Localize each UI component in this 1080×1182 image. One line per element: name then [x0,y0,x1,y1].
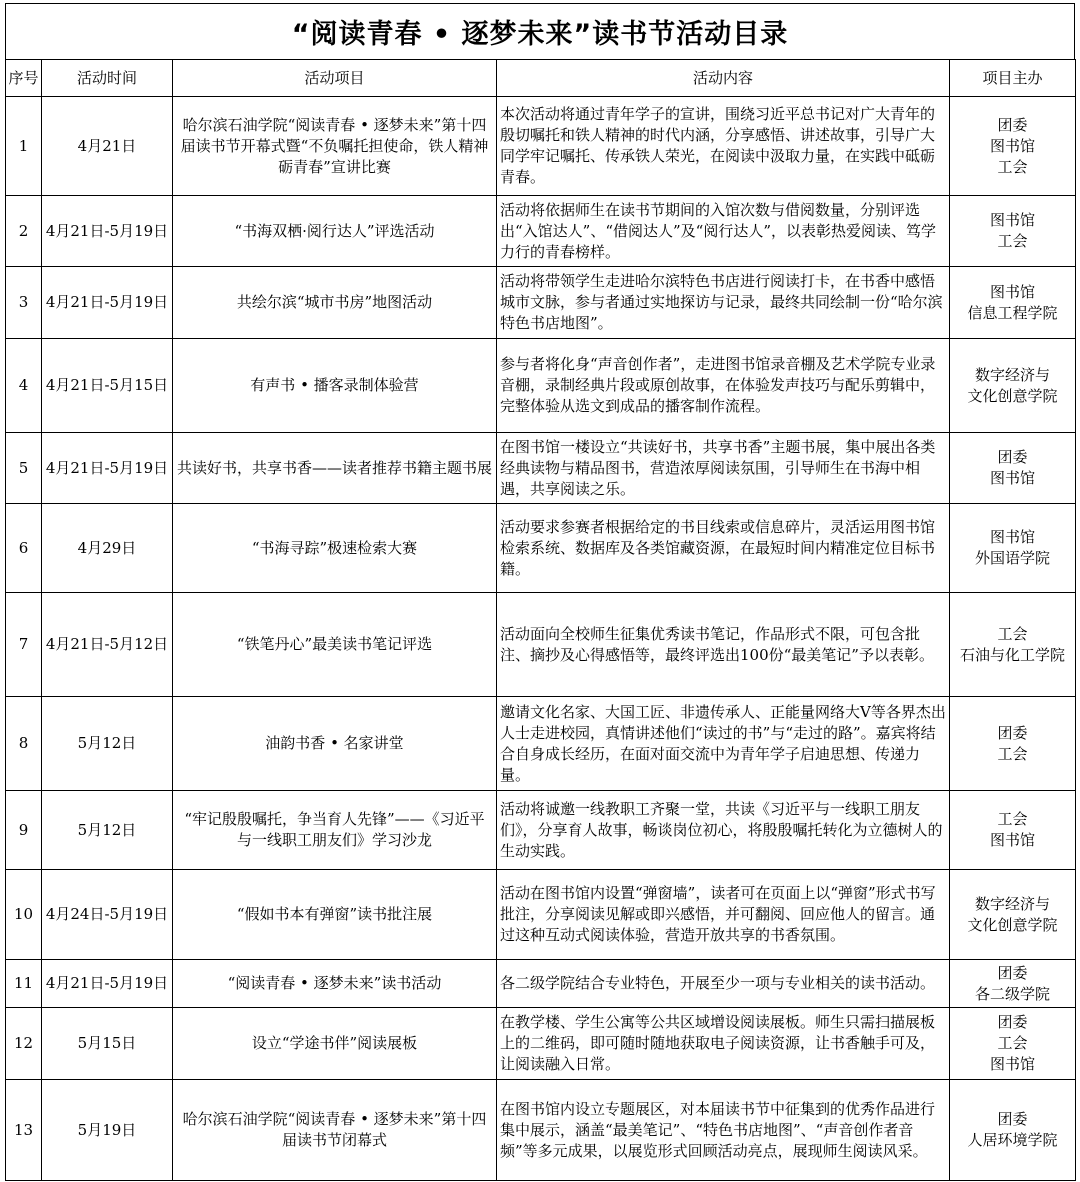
cell-time: 4月24日-5月19日 [42,870,173,960]
table-row [6,960,1076,1008]
cell-time: 4月21日-5月19日 [42,267,173,339]
host-line: 工会 [997,157,1028,176]
cell-project: 油韵书香 • 名家讲堂 [173,697,497,791]
cell-time: 4月21日-5月19日 [42,960,173,1008]
cell-project: “铁笔丹心”最美读书笔记评选 [173,593,497,697]
host-line: 工会 [997,810,1028,828]
table-row [6,870,1076,960]
cell-host [950,97,1076,196]
header-no: 序号 [6,60,42,97]
host-line: 图书馆 [989,211,1035,229]
cell-content: 活动将依据师生在读书节期间的入馆次数与借阅数量，分别评选出“入馆达人”、“借阅达人”及“阅行达人”，以表彰热爱阅读、笃学力行的青春榜样。 [497,196,950,267]
host-line: 石油与化工学院 [959,645,1065,664]
page-title: “阅读青春 • 逐梦未来”读书节活动目录 [5,3,1075,59]
host-line: 数字经济与 [974,894,1050,913]
cell-time: 4月29日 [42,504,173,593]
cell-host [950,1008,1076,1080]
cell-host [950,339,1076,433]
cell-time: 4月21日-5月19日 [42,196,173,267]
cell-host [950,504,1076,593]
host-line: 各二级学院 [974,984,1050,1003]
cell-no: 6 [6,504,42,593]
host-line: 数字经济与 [974,365,1050,384]
cell-no: 3 [6,267,42,339]
cell-time: 5月12日 [42,697,173,791]
table-row [6,697,1076,791]
host-line: 团委 [997,963,1028,982]
cell-host [950,791,1076,870]
cell-no: 13 [6,1080,42,1181]
table-row [6,97,1076,196]
host-line: 文化创意学院 [967,915,1058,934]
host-line: 图书馆 [989,282,1035,301]
cell-no: 2 [6,196,42,267]
cell-content: 本次活动将通过青年学子的宣讲，围绕习近平总书记对广大青年的殷切嘱托和铁人精神的时代内涵，分享感悟、讲述故事，引导广大同学牢记嘱托、传承铁人荣光，在阅读中汲取力量，在实践中砥砺青春。 [497,97,950,196]
cell-time: 5月15日 [42,1008,173,1080]
cell-content: 各二级学院结合专业特色，开展至少一项与专业相关的读书活动。 [497,960,950,1008]
table-row [6,1008,1076,1080]
cell-time: 4月21日-5月19日 [42,433,173,504]
cell-content: 参与者将化身“声音创作者”，走进图书馆录音棚及艺术学院专业录音棚，录制经典片段或原创故事，在体验发声技巧与配乐剪辑中，完整体验从选文到成品的播客制作流程。 [497,339,950,433]
cell-no: 1 [6,97,42,196]
cell-project: “牢记殷殷嘱托，争当育人先锋”——《习近平与一线职工朋友们》学习沙龙 [173,791,497,870]
table-row [6,196,1076,267]
header-content: 活动内容 [497,60,950,97]
cell-project: “假如书本有弹窗”读书批注展 [173,870,497,960]
table-row [6,504,1076,593]
cell-no: 12 [6,1008,42,1080]
cell-content: 邀请文化名家、大国工匠、非遗传承人、正能量网络大V等各界杰出人士走进校园，真情讲述他们“读过的书”与“走过的路”。嘉宾将结合自身成长经历，在面对面交流中为青年学子启迪思想、传递力量。 [497,697,950,791]
cell-no: 4 [6,339,42,433]
table-row [6,1080,1076,1181]
cell-host [950,593,1076,697]
cell-content: 活动将诚邀一线教职工齐聚一堂，共读《习近平与一线职工朋友们》，分享育人故事，畅谈岗位初心，将殷殷嘱托转化为立德树人的生动实践。 [497,791,950,870]
cell-time: 4月21日-5月12日 [42,593,173,697]
table-row [6,593,1076,697]
host-line: 团委 [997,723,1028,742]
cell-content: 活动将带领学生走进哈尔滨特色书店进行阅读打卡，在书香中感悟城市文脉，参与者通过实地探访与记录，最终共同绘制一份“哈尔滨特色书店地图”。 [497,267,950,339]
table-header-row [6,60,1076,97]
cell-project: “阅读青春 • 逐梦未来”读书活动 [173,960,497,1008]
cell-host [950,267,1076,339]
cell-no: 8 [6,697,42,791]
cell-project: “书海寻踪”极速检索大赛 [173,504,497,593]
table-body [6,97,1076,1181]
cell-time: 4月21日 [42,97,173,196]
host-line: 团委 [997,115,1028,134]
host-line: 工会 [997,1034,1028,1052]
host-line: 文化创意学院 [967,386,1058,405]
cell-content: 在图书馆内设立专题展区，对本届读书节中征集到的优秀作品进行集中展示，涵盖“最美笔记”、“特色书店地图”、“声音创作者音频”等多元成果，以展览形式回顾活动亮点，展现师生阅读风采。 [497,1080,950,1181]
cell-content: 活动要求参赛者根据给定的书目线索或信息碎片，灵活运用图书馆检索系统、数据库及各类馆藏资源，在最短时间内精准定位目标书籍。 [497,504,950,593]
cell-host [950,1080,1076,1181]
cell-host [950,960,1076,1008]
cell-host [950,433,1076,504]
cell-content: 活动面向全校师生征集优秀读书笔记，作品形式不限，可包含批注、摘抄及心得感悟等，最终评选出100份“最美笔记”予以表彰。 [497,593,950,697]
cell-project: 有声书 • 播客录制体验营 [173,339,497,433]
host-line: 图书馆 [989,1055,1035,1073]
cell-project: 哈尔滨石油学院“阅读青春 • 逐梦未来”第十四届读书节闭幕式 [173,1080,497,1181]
host-line: 图书馆 [989,469,1035,487]
cell-content: 在图书馆一楼设立“共读好书，共享书香”主题书展，集中展出各类经典读物与精品图书，营造浓厚阅读氛围，引导师生在书海中相遇，共享阅读之乐。 [497,433,950,504]
cell-host [950,870,1076,960]
cell-project: 共绘尔滨“城市书房”地图活动 [173,267,497,339]
host-line: 工会 [997,744,1028,763]
header-time: 活动时间 [42,60,173,97]
cell-project: 哈尔滨石油学院“阅读青春 • 逐梦未来”第十四届读书节开幕式暨“不负嘱托担使命，铁人精神砺青春”宣讲比赛 [173,97,497,196]
cell-no: 7 [6,593,42,697]
cell-host [950,697,1076,791]
cell-time: 5月19日 [42,1080,173,1181]
host-line: 图书馆 [989,136,1035,155]
host-line: 外国语学院 [974,549,1050,567]
host-line: 图书馆 [989,528,1035,546]
cell-no: 5 [6,433,42,504]
host-line: 人居环境学院 [967,1131,1058,1149]
table-row [6,339,1076,433]
host-line: 工会 [997,624,1028,643]
host-line: 工会 [997,232,1028,250]
cell-content: 在教学楼、学生公寓等公共区域增设阅读展板。师生只需扫描展板上的二维码，即可随时随地获取电子阅读资源，让书香触手可及，让阅读融入日常。 [497,1008,950,1080]
cell-time: 4月21日-5月15日 [42,339,173,433]
table-row [6,791,1076,870]
activity-table [5,59,1076,1181]
host-line: 团委 [997,1110,1028,1128]
cell-time: 5月12日 [42,791,173,870]
cell-host [950,196,1076,267]
host-line: 信息工程学院 [967,303,1058,322]
header-project: 活动项目 [173,60,497,97]
cell-project: 设立“学途书伴”阅读展板 [173,1008,497,1080]
host-line: 团委 [997,1013,1028,1031]
cell-content: 活动在图书馆内设置“弹窗墙”，读者可在页面上以“弹窗”形式书写批注，分享阅读见解或即兴感悟，并可翻阅、回应他人的留言。通过这种互动式阅读体验，营造开放共享的书香氛围。 [497,870,950,960]
table-row [6,433,1076,504]
cell-project: “书海双栖·阅行达人”评选活动 [173,196,497,267]
host-line: 图书馆 [989,831,1035,849]
cell-no: 11 [6,960,42,1008]
host-line: 团委 [997,448,1028,466]
cell-no: 9 [6,791,42,870]
header-host: 项目主办 [950,60,1076,97]
activity-catalog-sheet [5,3,1075,1181]
cell-project: 共读好书，共享书香——读者推荐书籍主题书展 [173,433,497,504]
table-row [6,267,1076,339]
cell-no: 10 [6,870,42,960]
